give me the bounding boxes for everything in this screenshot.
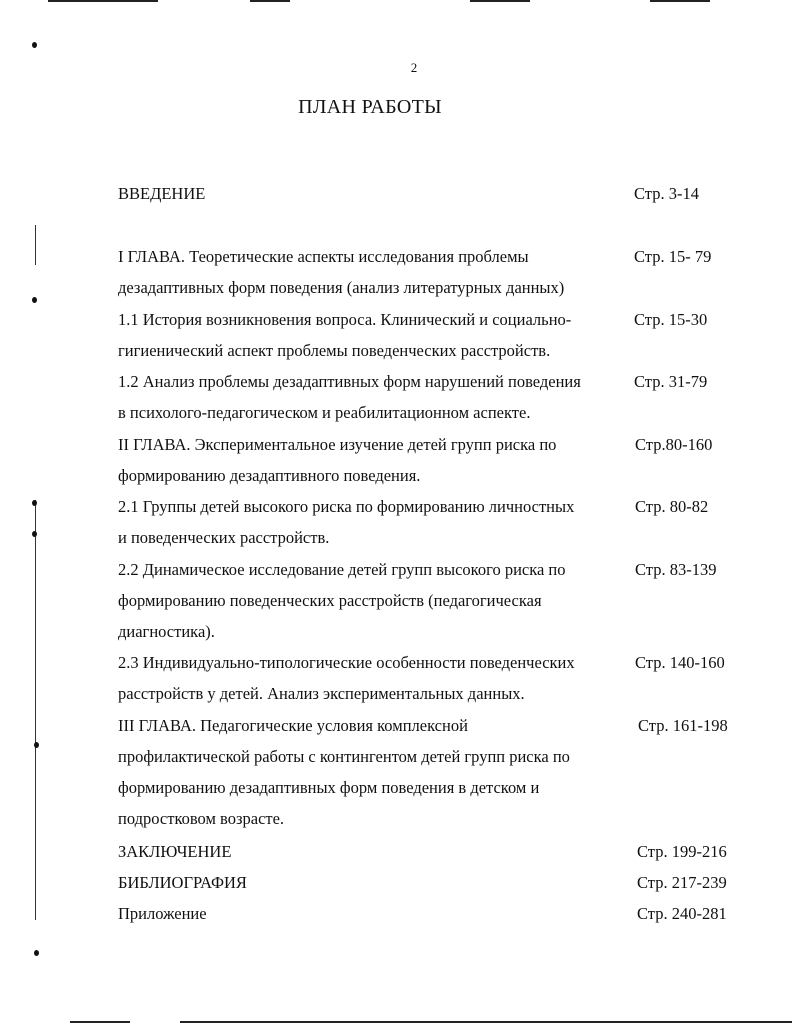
scan-edge-artifact <box>470 0 530 2</box>
toc-entry-line: 2.3 Индивидуально-типологические особенности поведенческих <box>118 653 575 672</box>
binding-hole-mark <box>34 950 39 956</box>
toc-entry-line: ВВЕДЕНИЕ <box>118 184 206 203</box>
toc-entry-line: 2.1 Группы детей высокого риска по формированию личностных <box>118 497 575 516</box>
scan-edge-artifact <box>180 1021 792 1023</box>
toc-entry-line: формированию дезадаптивного поведения. <box>118 466 421 485</box>
toc-entry-line: подростковом возрасте. <box>118 809 285 828</box>
toc-page-range: Стр. 3-14 <box>634 184 699 203</box>
binding-hole-mark <box>34 742 39 748</box>
toc-entry-line: БИБЛИОГРАФИЯ <box>118 873 247 892</box>
toc-entry-section-2-1 <box>118 491 792 553</box>
page-number: 2 <box>410 60 418 75</box>
scan-edge-artifact <box>250 0 290 2</box>
toc-page-range: Стр. 217-239 <box>637 873 727 892</box>
toc-page-range: Стр. 15-30 <box>634 310 708 329</box>
toc-entry-line: I ГЛАВА. Теоретические аспекты исследования проблемы <box>118 247 529 266</box>
toc-entry-line: Приложение <box>118 904 207 923</box>
toc-entry-section-2-3 <box>118 647 792 709</box>
page-title: ПЛАН РАБОТЫ <box>298 96 442 118</box>
toc-entry-line: 2.2 Динамическое исследование детей групп высокого риска по <box>118 560 566 579</box>
binding-hole-mark <box>32 500 37 506</box>
toc-page-range: Стр. 15- 79 <box>634 247 712 266</box>
toc-entry-line: профилактической работы с контингентом детей групп риска по <box>118 747 570 766</box>
scan-edge-artifact <box>70 1021 130 1023</box>
toc-entry-bibliography <box>118 867 792 898</box>
toc-entry-line: 1.1 История возникновения вопроса. Клинический и социально- <box>118 310 572 329</box>
toc-entry-line: диагностика). <box>118 622 215 641</box>
toc-entry-chapter-1 <box>118 241 792 303</box>
toc-entry-line: в психолого-педагогическом и реабилитационном аспекте. <box>118 403 531 422</box>
toc-entry-introduction <box>118 178 792 209</box>
toc-page-range: Стр.80-160 <box>635 435 713 454</box>
toc-entry-section-2-2 <box>118 554 792 647</box>
scan-margin-line <box>35 225 36 265</box>
toc-entry-line: и поведенческих расстройств. <box>118 528 330 547</box>
toc-entry-line: расстройств у детей. Анализ экспериментальных данных. <box>118 684 525 703</box>
scan-edge-artifact <box>48 0 158 2</box>
scan-margin-line <box>35 500 36 920</box>
toc-entry-line: гигиенический аспект проблемы поведенческих расстройств. <box>118 341 551 360</box>
toc-entry-line: ЗАКЛЮЧЕНИЕ <box>118 842 232 861</box>
toc-entry-conclusion <box>118 836 792 867</box>
toc-entry-line: 1.2 Анализ проблемы дезадаптивных форм нарушений поведения <box>118 372 581 391</box>
toc-entry-appendix <box>118 898 792 929</box>
toc-entry-line: III ГЛАВА. Педагогические условия комплексной <box>118 716 468 735</box>
toc-entry-line: формированию дезадаптивных форм поведения в детском и <box>118 778 540 797</box>
binding-hole-mark <box>32 42 37 48</box>
toc-page-range: Стр. 140-160 <box>635 653 725 672</box>
toc-entry-line: дезадаптивных форм поведения (анализ литературных данных) <box>118 278 565 297</box>
toc-page-range: Стр. 31-79 <box>634 372 708 391</box>
scan-edge-artifact <box>650 0 710 2</box>
toc-page-range: Стр. 80-82 <box>635 497 709 516</box>
toc-entry-line: формированию поведенческих расстройств (педагогическая <box>118 591 542 610</box>
toc-page-range: Стр. 240-281 <box>637 904 727 923</box>
toc-page-range: Стр. 199-216 <box>637 842 727 861</box>
toc-entry-line: II ГЛАВА. Экспериментальное изучение детей групп риска по <box>118 435 557 454</box>
binding-hole-mark <box>32 531 37 537</box>
toc-page-range: Стр. 161-198 <box>638 716 728 735</box>
toc-entry-section-1-1 <box>118 304 792 366</box>
toc-entry-chapter-3 <box>118 710 792 834</box>
binding-hole-mark <box>32 297 37 303</box>
toc-page-range: Стр. 83-139 <box>635 560 717 579</box>
toc-entry-chapter-2 <box>118 429 792 491</box>
toc-entry-section-1-2 <box>118 366 792 428</box>
